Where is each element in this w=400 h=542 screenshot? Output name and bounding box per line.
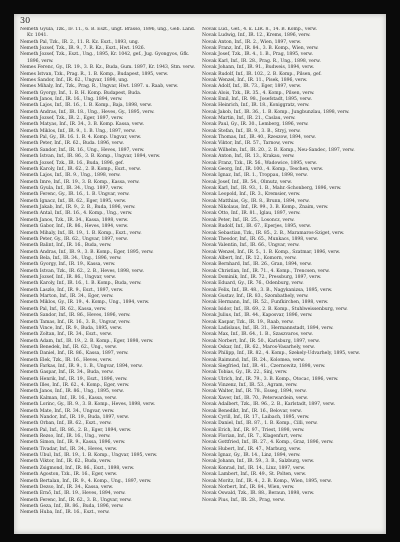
casualty-entry: Novak Emil, Inf., IR. 98., Josefstadt, 1895, verw. (202, 96, 312, 102)
casualty-entry: Nemeth Pal, Gy., IR. 16. 1. B. 4. Komp. Ungvar, verw. (20, 135, 142, 141)
casualty-entry: Nemeth Laszlo, Inf., IR. 9., Eszt., 1897, verw. (20, 287, 124, 293)
casualty-entry: Nemeth Geza, Inf., IR. 86., Buda, 1896, verw. (20, 503, 124, 509)
casualty-entry: Nemes Sandor, Inf., IR. 62., Ungvar, 1898, ung. (20, 77, 129, 83)
casualty-entry: Novak Siegfried, Inf., IR. 41., Czernowitz, 1898, verw. (202, 364, 326, 370)
casualty-entry: Novak Vinzenz, Inf., IR. 53., Agram, verw. (202, 383, 298, 389)
casualty-entry: Novak Leopold, Inf., IR. 3., Kremsier, verw. (202, 192, 301, 198)
casualty-entry: Novak Rudolf, Inf., IR. 67., Eperjes, 1895, verw. (202, 224, 312, 230)
casualty-entry: Novak Raimund, Inf., IR. 24., Kolomea, verw. (202, 357, 305, 363)
casualty-entry: Nemeth Peter, Gy., IR. 62., Ungvar, 1897, verw. (20, 236, 128, 242)
casualty-entry: Novak Walter, Inf., IR. 78., Esseg, 1894, verw. (202, 389, 307, 395)
casualty-entry: Novak Hubert, Inf., IR. 47., Marburg, verw. (202, 446, 302, 452)
casualty-entry: Nemeth Jozsef, Tzk., Eszt., Ung., 1895, Kr. 1042, gef., Jug. Gyongyos, Gfk. 1896, verw. (20, 52, 190, 64)
casualty-entry: Nemeth Kalman, Inf., IR. 16., Kassa, verw. (20, 395, 117, 401)
casualty-entry: Novak Cyrill, Inf., IR. 17., Laibach, 1895, verw. (202, 414, 310, 420)
casualty-entry: Novak Rudolf, Inf., IR. 102., 2. B. Komp., Pilsen, gef. (202, 71, 322, 77)
casualty-entry: Nemeth Nandor, Inf., IR. 19., Buda, 1897, verw. (20, 414, 130, 420)
casualty-entry: Novak Valentin, Inf., IR. 66., Ungvar, verw. (202, 243, 300, 249)
casualty-entry: Nemeth Dezso, Inf., IR. 34., Kassa, verw. (20, 484, 114, 490)
casualty-entry: Nemeth Daniel, Inf., IR. 86., Kassa, 1897, verw. (20, 351, 129, 357)
casualty-entry: Novak Bernhard, Inf., IR. 26., Gran, 1894, verw. (202, 262, 312, 268)
casualty-entry: Nemeth Benedek, Inf., IR. 62., Ung., verw. (20, 344, 117, 350)
casualty-entry: Novak Oskar, Inf., IR. 62., Maros-Vasarhely, verw. (202, 344, 315, 350)
casualty-entry: Nemes Mihaly, Inf., Tzk., Prag. R., Ungvar, Hwt. 1897. u. Raab, verw. (20, 84, 179, 90)
casualty-entry: Novak Karl, Inf., IR. 28., Prag. R., Ung., 1898, verw. (202, 58, 321, 64)
casualty-entry: Nemeth Istvan, Tzk., IR. 62., 2. B., Heves, 1898, verw. (20, 268, 144, 274)
casualty-entry: Novak Wenzel, Inf., IR. 11., Pisek, 1896, verw. (202, 77, 308, 83)
casualty-entry: Novak Xaver, Inf., IR. 70., Peterwardein, verw. (202, 395, 308, 401)
casualty-entry: Nemeth Ubul, Inf., IR. 19., 1. B. Komp., Ungvar, 1895, verw. (20, 453, 158, 459)
casualty-entry: Nemeth Jozsef, Tzk., IR. 9., 7. R. Kz., Eszt., Hwt. 1926. (20, 46, 146, 52)
casualty-entry: Novak Anton, Inf., IR. 2., Wien, 1897, verw. (202, 39, 302, 45)
casualty-entry: Novak Hermann, Inf., IR. 52., Funfkirchen, 1898, verw. (202, 300, 329, 306)
casualty-entry: Novak Max, Inf., IR. 64., 1. B., Szaszvaros, verw. (202, 332, 313, 338)
casualty-entry: Novak Eduard, Gy., IR. 76., Odenburg, verw. (202, 281, 304, 287)
casualty-entry: Nemeth Karoly, Inf., IR. 16., 1. B. Komp., Buda, verw. (20, 281, 142, 287)
casualty-entry: Nemeth Sandor, Inf., IR. 86., Heves, 1896, verw. (20, 313, 131, 319)
casualty-entry: Nemeth Orban, Inf., IR. 62., Eszt., verw. (20, 421, 112, 427)
casualty-entry: Novak Albert, Inf., IR. 12., Komorn, verw. (202, 255, 297, 261)
casualty-entry: Novak Otto, Inf., IR. 81., Iglau, 1897, verw. (202, 211, 301, 217)
casualty-entry: Novak Alois, Tzk., IR. 35., 4. Komp., Pilsen, verw. (202, 90, 315, 96)
casualty-entry: Novak Johann, Inf., IR. 91., Budweis, 1894, verw. (202, 65, 315, 71)
casualty-entry: Nemeth Ferenc, Gy., IR. 16., 1. B. Ungvar, verw. (20, 192, 130, 198)
casualty-entry: Nemeth Marton, Inf., IR. 34., Eger, verw. (20, 294, 114, 300)
casualty-entry: Nemeth Karoly, Inf., IR. 62., 2. B. Komp., Eszt., verw. (20, 166, 141, 172)
casualty-entry: Novak Lambert, Inf., IR. 49., St. Polten, verw. (202, 472, 307, 478)
casualty-entry: Novak Isidor, Inf., IR. 69., 2. B. Komp., Stuhlweissenburg, verw. (202, 306, 348, 312)
casualty-entry: Novak Erich, Inf., IR. 97., Triest, 1898, verw. (202, 427, 305, 433)
casualty-entry: Novak Wenzel, Inf., IR. 5., 1. B. Komp., Szatmar, 1896, verw. (202, 249, 341, 255)
casualty-entry: Nemeth Farkas, Inf., IR. 9., 1. B., Ungvar, 1894, verw. (20, 364, 143, 370)
casualty-entry: Nemeth Miklos, Inf., IR. 9., 1. B. Ung., 1897, verw. (20, 128, 136, 134)
casualty-entry: Novak Martin, Inf., IR. 21., Caslau, verw. (202, 116, 296, 122)
casualty-entry: Novak Viktor, Inf., IR. 57., Tarnow, verw. (202, 141, 295, 147)
left-column (20, 27, 200, 532)
casualty-entry: Novak Lud., Gef., 4. k. LIR. 8., 14. B. Komp., verw. (202, 27, 318, 32)
casualty-entry: Novak Gustav, Inf., IR. 83., Szombathely, verw. (202, 294, 309, 300)
casualty-entry: Novak Paul, Gy., IR. 30., Lemberg, 1896, verw. (202, 122, 309, 128)
casualty-entry: Nemeth Ignacz, Inf., IR. 62., Eger, 1895, verw. (20, 198, 127, 204)
casualty-entry: Nemeth Jozsef, Tzk., IR. 2., Eger, 1897, verw. (20, 116, 124, 122)
casualty-entry: Novak Moritz, Inf., IR. 4., 2. B. Komp., Wien, 1895, verw. (202, 478, 332, 484)
casualty-entry: Novak Wilhelm, Inf., IR. 20., 2. B. Komp., Neu-Sandec, 1897, verw. (202, 147, 355, 153)
casualty-entry: Novak Ladislaus, Inf., IR. 31., Hermannstadt, 1894, verw. (202, 325, 334, 331)
casualty-entry: Nemeth Gaspar, Inf., IR. 34., Buda, verw. (20, 370, 114, 376)
casualty-entry: Novak Ignaz, Inf., IR. 1., Troppau, 1898, verw. (202, 173, 308, 179)
casualty-entry: Novak Heinrich, Inf., IR. 18., Koniggratz, verw. (202, 103, 310, 109)
casualty-entry: Novak Felix, Inf., IR. 48., 3. B., Nagykanizsa, 1895, verw. (202, 287, 333, 293)
casualty-entry: Nemeth Simon, Inf., IR. 9., Kassa, 1896, verw. (20, 440, 126, 446)
casualty-entry: Nemeth Jakab, Inf., IR. 9., 2. B., Buda, 1896, verw. (20, 205, 136, 211)
right-column (202, 27, 382, 532)
casualty-entry: Novak Norbert, Inf., IR. 50., Karlsburg, 1897, verw. (202, 338, 320, 344)
casualty-entry: Nemeth Gyorgy, Inf., 1. B. H. Komp. Budapest, Buda. (20, 90, 142, 96)
casualty-entry: Novak Konrad, Inf., IR. 14., Linz, 1897, verw. (202, 465, 306, 471)
casualty-entry: Nemeth Lorinc, Gy., IR. 9., 3. B. Komp., Heves, 1898, verw. (20, 402, 156, 408)
page-number: 30 (20, 16, 31, 25)
casualty-entry: Novak Philipp, Inf., IR. 82., 4. Komp., Szekely-Udvarhely, 1895, verw. (202, 351, 361, 357)
casualty-entry: Nemeth Lajos, Inf., IR. 16., 1. B. Komp., Baja, 1898, verw. (20, 103, 152, 109)
casualty-entry: Nemeth Zsigmond, Inf., IR. 86., Eszt., 1898, verw. (20, 465, 135, 471)
casualty-entry: Novak Josef, Inf., IR. 54., Olmutz, verw. (202, 179, 292, 185)
casualty-entry: Nemeth Agoston, Tzk., IR. 16., Eger, verw. (20, 472, 118, 478)
casualty-entry: Novak Peter, Inf., IR. 25., Losoncz, verw. (202, 217, 295, 223)
casualty-entry: Nemeth Rezso, Inf., IR. 16., Ung., verw. (20, 434, 111, 439)
casualty-entry: Nemeth Miklos, Gy., IR. 19., 4. Komp., Ung., 1894, verw. (20, 300, 150, 306)
casualty-entry: Nemeth Pal, Tzk., IR. 2., 11. R. Kz. Eszt., 1893, ung. (20, 39, 140, 45)
casualty-entry: Nemeth Mihaly, Inf., IR. 19., 1. B. Komp., Eszt., verw. (20, 230, 142, 236)
casualty-entry: Nemeth Vince, Inf., IR. 9., Buda, 1895, verw. (20, 325, 123, 331)
casualty-entry: Nemeth Tamas, Inf., IR. 16., 3. B., Ungvar, verw. (20, 319, 131, 325)
casualty-entry: Nemeth Ferenc, Inf., IR. 62., 3. B., Ungvar, verw. (20, 497, 132, 503)
casualty-entry: Nemeth Gabor, Inf., IR. 86., Heves, 1894, verw. (20, 224, 129, 230)
casualty-entry: Nemeth Istvan, Inf., IR. 86., 3. B. Komp., Ungvar, 1894, verw. (20, 154, 161, 160)
casualty-entry: Nemeth Tivadar, Inf., IR. 34., Heves, verw. (20, 446, 118, 452)
casualty-entry: Nemeth Balint, Inf., IR. 16., Buda, verw. (20, 243, 112, 249)
casualty-entry: Novak Kaspar, Tzk., IR. 19., Raab, verw. (202, 319, 294, 325)
casualty-entry: Nemeth Ernő, Inf., IR. 19., Heves, 1894, verw. (20, 491, 126, 497)
casualty-entry: Novak Florian, Inf., IR. 7., Klagenfurt, verw. (202, 434, 303, 439)
casualty-entry: Nemeth Bela, Inf., IR. 34., Ung., 1896, verw. (20, 255, 122, 261)
casualty-entry: Nemeth Huba, Inf., IR. 16., Eszt., verw. (20, 510, 110, 516)
casualty-entry: Novak Ludwig, Inf., IR. 12., Krems, 1896, verw. (202, 33, 311, 39)
casualty-entry: Nemeth Elek, Tzk., IR. 16., Heves, verw. (20, 357, 113, 363)
casualty-entry: Nemeth Jozsef, Tzk., IR. 16., Buda, 1896, gef. (20, 160, 124, 166)
casualty-entry: Nemes Istvan, Tzk., Prag. R., 1. B. Komp., Budapest, 1895, verw. (20, 71, 169, 77)
casualty-entry: Nemeth Pal, Inf., IR. 86., 2. B., Eger, 1894, verw. (20, 427, 132, 433)
casualty-entry: Nemeth Adam, Inf., IR. 19., 2. B. Komp., Eger, 1898, verw. (20, 338, 154, 344)
casualty-entry: Nemeth Peter, Inf., IR. 62., Buda. 1896, verw. (20, 141, 124, 147)
casualty-entry: Novak Adalbert, Tzk., IR. 96., 2. B., Karlstadt, 1897, verw. (202, 402, 335, 408)
casualty-entry: Nemes Ferenc, Gy., IR. 19., 3. B. Kz., Buda, Gum. 1897, Kr. 1943, Stm. verw. (20, 65, 195, 71)
casualty-entry: Novak Theodor, Inf., IR. 65., Munkacs, 1898, verw. (202, 236, 319, 242)
casualty-entry: Nemeth Henrik, Inf., IR. 19., Eszt., 1896, verw. (20, 376, 128, 382)
casualty-entry: Novak Adolf, Inf., IR. 73., Eger, 1897, verw. (202, 84, 302, 90)
casualty-entry: Novak Julius, Inf., IR. 44., Kaposvar, 1896, verw. (202, 313, 313, 319)
casualty-entry: Novak Benedikt, Inf., IR. 16., Belovar, verw. (202, 408, 302, 414)
casualty-entry: Novak Franz, Inf., IR. 84., 3. B. Komp., Wien, verw. (202, 46, 319, 52)
casualty-entry: Nemeth Pal, Inf., IR. 62., Kassa, verw. (20, 306, 107, 312)
casualty-entry: Nemeth Gyula, Tzk., IF. 11., 6. B. Eszt., ungt. Brasso, 1896, ung., Geb. Land. Kr. 1041. (20, 27, 196, 39)
casualty-entry: Novak Anton, Inf., IR. 13., Krakau, verw. (202, 154, 295, 160)
casualty-entry: Nemeth Janos, Inf., IR. 16., Ung. 1894, verw. (20, 96, 123, 102)
casualty-entry: Novak Sebastian, Tzk., IR. 85., 2. B., Maramaros-Sziget, verw. (202, 230, 345, 236)
casualty-entry: Novak Stefan, Inf., IR. 9., 3. B., Stryj, verw. (202, 128, 301, 134)
casualty-entry: Nemeth Janos, Inf., IR. 86., Ung., 1895, verw. (20, 389, 124, 395)
casualty-entry: Novak Christian, Inf., IR. 71., 4. Komp., Trencsen, verw. (202, 268, 330, 274)
casualty-entry: Nemeth Mate, Inf., IR. 34., Ungvar, verw. (20, 408, 115, 414)
casualty-entry: Nemeth Lajos, Inf., IR. 9., Ung., 1898, verw. (20, 173, 121, 179)
casualty-entry: Novak Tobias, Gy., IR. 22., Sinj, verw. (202, 370, 288, 376)
casualty-entry: Novak Georg, Inf., IR. 100., 4. Komp., Teschen, verw. (202, 166, 324, 172)
casualty-entry: Novak Matthias, Gy., IR. 8., Brunn, 1894, verw. (202, 198, 310, 204)
casualty-entry: Novak Gottfried, Inf., IR. 27., 4. Komp., Graz, 1896, verw. (202, 440, 334, 446)
casualty-entry: Nemeth Viktor, Inf., IR. 62., Buda, verw. (20, 459, 112, 465)
document-page (14, 14, 386, 534)
casualty-entry: Novak Norbert, Inf., IR. 84., Wien, verw. (202, 484, 295, 490)
casualty-entry: Nemeth Illes, Inf., IR. 62., 4. Komp., Eger, verw. (20, 383, 130, 389)
casualty-entry: Novak Josef, Tzk., IR. 4., 1. B., Prag, 1895, verw. (202, 52, 313, 58)
casualty-entry: Nemeth Zoltan, Inf., IR. 34., Eszt., verw. (20, 332, 112, 338)
casualty-entry: Novak Thomas, Inf., IR. 40., Rzeszow, 1894, verw. (202, 135, 316, 141)
casualty-entry: Novak Daniel, Inf., IR. 87., 1. B. Komp., Cilli, verw. (202, 421, 318, 427)
casualty-entry: Nemeth Matyas, Inf., IR. 34., 3. B. Komp. Kassa, verw. (20, 122, 145, 128)
casualty-entry: Nemeth Bertalan, Inf., IR. 9., 4. Komp., Ung., 1897, verw. (20, 478, 152, 484)
casualty-entry: Nemeth Antal, Inf., IR. 16., 4. Komp., Ung., verw. (20, 211, 133, 217)
casualty-entry: Nemeth Gyorgy, Inf., IR. 19., Kassa, verw. (20, 262, 116, 268)
casualty-entry: Nemeth Imre, Inf., IR. 19., 3. B. Komp., Kassa, verw. (20, 179, 140, 185)
casualty-entry: Nemeth Jozsef, Inf., IR. 86., Ungvar, verw. (20, 275, 116, 281)
casualty-entry: Nemeth Gyula, Inf., IR. 34., Ung. 1897, verw. (20, 185, 124, 191)
casualty-entry: Novak Ulrich, Inf., IR. 79., 3. B. Komp., Otocac, 1896, verw. (202, 376, 339, 382)
casualty-entry: Nemeth Andras, Inf., IR. 9., 3. B. Komp., Eger, 1895, verw. (20, 249, 154, 255)
casualty-entry: Novak Pius, Inf., IR. 28., Prag, verw. (202, 497, 285, 503)
casualty-entry: Novak Jakob, Inf., IR. 36., 1. B. Komp., Jungbunzlau, 1898, verw. (202, 109, 350, 115)
casualty-entry: Nemeth Sandor, Inf., IR. 16., Ung., Heves, 1897, verw. (20, 147, 145, 153)
casualty-entry: Nemeth Andras, Inf., IR. 18., Ung., Heves, Gy., 1895, verw. (20, 109, 155, 115)
casualty-entry: Novak Franz, Tzk., IR. 56., Wadowice, 1895, verw. (202, 160, 318, 166)
casualty-entry: Novak Oswald, Tzk., IR. 88., Beraun, 1898, verw. (202, 491, 315, 497)
casualty-entry: Novak Karl, Inf., IR. 93., 1. B., Mahr.-Schonberg, 1896, verw. (202, 185, 342, 191)
casualty-entry: Novak Ignaz, Gy., IR. 14., Linz, 1894, verw. (202, 453, 301, 459)
casualty-entry: Novak Nikolaus, Inf., IR. 99., 3. B. Komp., Znaim, verw. (202, 205, 329, 211)
casualty-entry: Novak Johann, Inf., IR. 59., 3. B., Salzburg, verw. (202, 459, 315, 465)
casualty-entry: Nemeth Janos, Tzk., IR. 34., Kassa, 1898, verw. (20, 217, 129, 223)
casualty-entry: Novak Dominik, Inf., IR. 72., Pressburg, 1897, verw. (202, 275, 322, 281)
